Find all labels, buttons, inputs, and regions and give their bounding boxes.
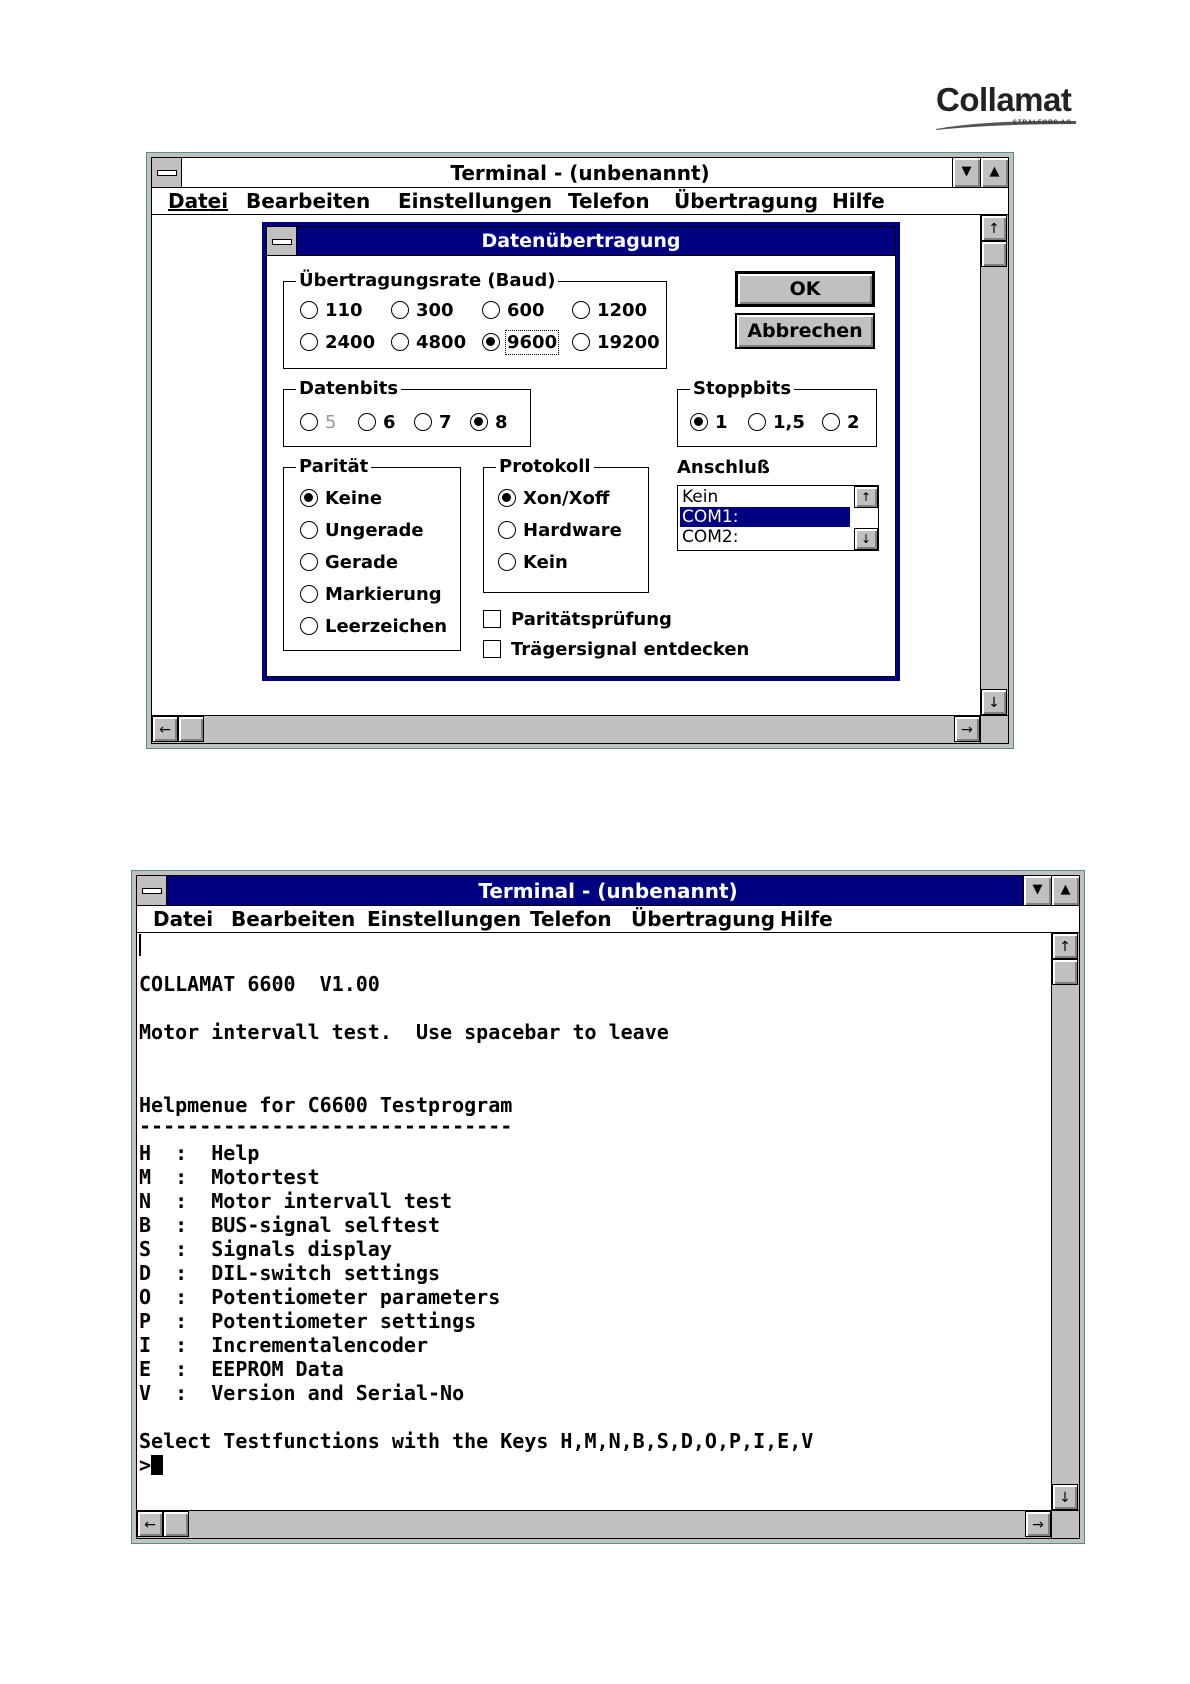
baud-1200-radio[interactable]: 1200 — [572, 300, 647, 322]
vertical-scrollbar[interactable] — [980, 215, 1008, 715]
terminal-command-line: S : Signals display — [139, 1237, 392, 1261]
menu-uebertragung[interactable]: Übertragung — [631, 907, 776, 931]
stopbits-1-radio[interactable]: 1 — [690, 412, 728, 434]
databits-label: Datenbits — [296, 378, 401, 400]
text-caret — [139, 934, 141, 956]
baud-rate-group — [283, 270, 667, 369]
maximize-button[interactable] — [1051, 876, 1079, 905]
logo-subtitle: STRALFORS AG — [1012, 120, 1072, 126]
baud-2400-radio[interactable]: 2400 — [300, 332, 375, 354]
data-transfer-dialog — [262, 222, 900, 681]
port-item-kein[interactable]: Kein — [682, 487, 719, 507]
terminal-select-line: Select Testfunctions with the Keys H,M,N,B,S,D,O,P,I,E,V — [139, 1429, 814, 1453]
horizontal-scrollbar[interactable] — [137, 1510, 1051, 1538]
parity-none-radio[interactable]: Keine — [300, 488, 382, 510]
baud-110-radio[interactable]: 110 — [300, 300, 363, 322]
terminal-command-line: E : EEPROM Data — [139, 1357, 344, 1381]
window-frame — [136, 875, 1080, 1539]
arrow-left-icon: ← — [144, 1517, 156, 1533]
arrow-up-icon: ↑ — [988, 221, 1000, 237]
scroll-left-button[interactable] — [137, 1511, 163, 1537]
port-item-com1[interactable]: COM1: — [680, 507, 850, 527]
menu-datei[interactable]: Datei — [153, 907, 214, 931]
terminal-window-output — [131, 870, 1085, 1544]
terminal-command-line: O : Potentiometer parameters — [139, 1285, 501, 1309]
port-listbox[interactable] — [677, 485, 879, 551]
terminal-command-line: V : Version and Serial-No — [139, 1381, 465, 1405]
vertical-scrollbar[interactable] — [1051, 933, 1079, 1510]
menu-datei[interactable]: Datei — [168, 189, 229, 213]
terminal-prompt[interactable] — [139, 1453, 163, 1477]
cancel-button[interactable]: Abbrechen — [735, 313, 875, 349]
terminal-separator: ------------------------------- — [139, 1114, 513, 1138]
stopbits-label: Stoppbits — [690, 378, 794, 400]
terminal-command-line: B : BUS-signal selftest — [139, 1213, 441, 1237]
arrow-down-icon: ↓ — [988, 695, 1000, 711]
menu-hilfe[interactable]: Hilfe — [780, 907, 833, 931]
terminal-command-line: P : Potentiometer settings — [139, 1309, 477, 1333]
ok-button[interactable]: OK — [735, 271, 875, 307]
stopbits-1-5-radio[interactable]: 1,5 — [748, 412, 805, 434]
databits-8-radio[interactable]: 8 — [470, 412, 508, 434]
scroll-up-icon: ▲ — [1060, 882, 1071, 897]
scroll-left-button[interactable] — [152, 716, 178, 742]
scroll-thumb-horizontal[interactable] — [163, 1511, 189, 1537]
scroll-up-button[interactable] — [981, 215, 1007, 241]
databits-5-radio[interactable]: 5 — [300, 412, 336, 434]
menu-einstellungen[interactable]: Einstellungen — [398, 189, 553, 213]
protocol-xonxoff-radio[interactable]: Xon/Xoff — [498, 488, 609, 510]
scrollbar-corner — [980, 715, 1008, 743]
parity-label: Parität — [296, 456, 371, 478]
menu-bearbeiten[interactable]: Bearbeiten — [231, 907, 356, 931]
scroll-right-button[interactable] — [1025, 1511, 1051, 1537]
minimize-button[interactable] — [1023, 876, 1051, 905]
logo-wordmark: Collamat — [936, 81, 1072, 118]
menu-telefon[interactable]: Telefon — [530, 907, 612, 931]
arrow-right-icon: → — [961, 722, 973, 738]
baud-600-radio[interactable]: 600 — [482, 300, 545, 322]
terminal-command-line: N : Motor intervall test — [139, 1189, 453, 1213]
menubar — [152, 188, 1008, 215]
scroll-thumb[interactable] — [981, 241, 1007, 267]
prompt-symbol: > — [139, 1453, 152, 1477]
terminal-banner: COLLAMAT 6600 V1.00 — [139, 972, 380, 996]
scroll-down-button[interactable] — [1052, 1484, 1078, 1510]
window-titlebar[interactable] — [152, 158, 1008, 188]
scroll-down-icon: ▼ — [1032, 882, 1043, 897]
parity-group — [283, 456, 461, 651]
port-item-com2[interactable]: COM2: — [682, 527, 739, 547]
menu-hilfe[interactable]: Hilfe — [832, 189, 885, 213]
arrow-up-icon: ↑ — [1059, 939, 1071, 955]
arrow-down-icon: ↓ — [1059, 1490, 1071, 1506]
terminal-command-line: I : Incrementalencoder — [139, 1333, 428, 1357]
protocol-group — [483, 456, 649, 593]
minimize-button[interactable] — [952, 158, 980, 187]
stopbits-group — [677, 378, 877, 447]
block-cursor — [151, 1455, 163, 1475]
carrier-detect-checkbox[interactable]: Trägersignal entdecken — [483, 639, 749, 661]
protocol-hardware-radio[interactable]: Hardware — [498, 520, 622, 542]
terminal-command-line: M : Motortest — [139, 1165, 320, 1189]
baud-19200-radio[interactable]: 19200 — [572, 332, 660, 354]
terminal-motor-line: Motor intervall test. Use spacebar to leave — [139, 1020, 669, 1044]
scroll-thumb[interactable] — [1052, 959, 1078, 985]
arrow-down-icon: ↓ — [860, 532, 872, 546]
scroll-up-button[interactable] — [1052, 933, 1078, 959]
terminal-command-line: H : Help — [139, 1141, 260, 1165]
menubar — [137, 906, 1079, 933]
parity-even-radio[interactable]: Gerade — [300, 552, 398, 574]
menu-telefon[interactable]: Telefon — [568, 189, 650, 213]
arrow-left-icon: ← — [159, 722, 171, 738]
collamat-logo — [936, 80, 1076, 132]
parity-mark-radio[interactable]: Markierung — [300, 584, 442, 606]
window-title: Terminal - (unbenannt) — [478, 879, 738, 903]
scroll-right-button[interactable] — [954, 716, 980, 742]
port-label: Anschluß — [677, 457, 770, 478]
menu-bearbeiten[interactable]: Bearbeiten — [246, 189, 371, 213]
horizontal-scrollbar[interactable] — [152, 715, 980, 743]
menu-uebertragung[interactable]: Übertragung — [674, 189, 819, 213]
stopbits-2-radio[interactable]: 2 — [822, 412, 860, 434]
window-title: Terminal - (unbenannt) — [450, 161, 710, 185]
baud-rate-label: Übertragungsrate (Baud) — [296, 270, 558, 292]
terminal-help-title: Helpmenue for C6600 Testprogram — [139, 1093, 513, 1117]
terminal-command-line: D : DIL-switch settings — [139, 1261, 441, 1285]
dialog-title: Datenübertragung — [481, 230, 681, 252]
scroll-thumb-horizontal[interactable] — [178, 716, 204, 742]
scroll-down-button[interactable] — [981, 689, 1007, 715]
baud-300-radio[interactable]: 300 — [391, 300, 454, 322]
baud-4800-radio[interactable]: 4800 — [391, 332, 466, 354]
window-titlebar[interactable] — [137, 876, 1079, 906]
port-scroll-up-button[interactable] — [854, 486, 878, 508]
arrow-right-icon: → — [1032, 1517, 1044, 1533]
scroll-down-icon: ▼ — [961, 164, 972, 179]
baud-9600-radio[interactable]: 9600 — [482, 332, 557, 354]
databits-group — [283, 378, 531, 447]
scrollbar-corner — [1051, 1510, 1079, 1538]
parity-odd-radio[interactable]: Ungerade — [300, 520, 424, 542]
menu-einstellungen[interactable]: Einstellungen — [367, 907, 522, 931]
port-scroll-down-button[interactable] — [854, 528, 878, 550]
databits-7-radio[interactable]: 7 — [414, 412, 452, 434]
dialog-titlebar[interactable] — [267, 227, 895, 256]
maximize-button[interactable] — [980, 158, 1008, 187]
parity-check-checkbox[interactable]: Paritätsprüfung — [483, 609, 672, 631]
protocol-none-radio[interactable]: Kein — [498, 552, 568, 574]
dialog-body — [266, 226, 896, 677]
databits-6-radio[interactable]: 6 — [358, 412, 396, 434]
arrow-up-icon: ↑ — [860, 490, 872, 504]
parity-space-radio[interactable]: Leerzeichen — [300, 616, 447, 638]
protocol-label: Protokoll — [496, 456, 594, 478]
scroll-up-icon: ▲ — [989, 164, 1000, 179]
